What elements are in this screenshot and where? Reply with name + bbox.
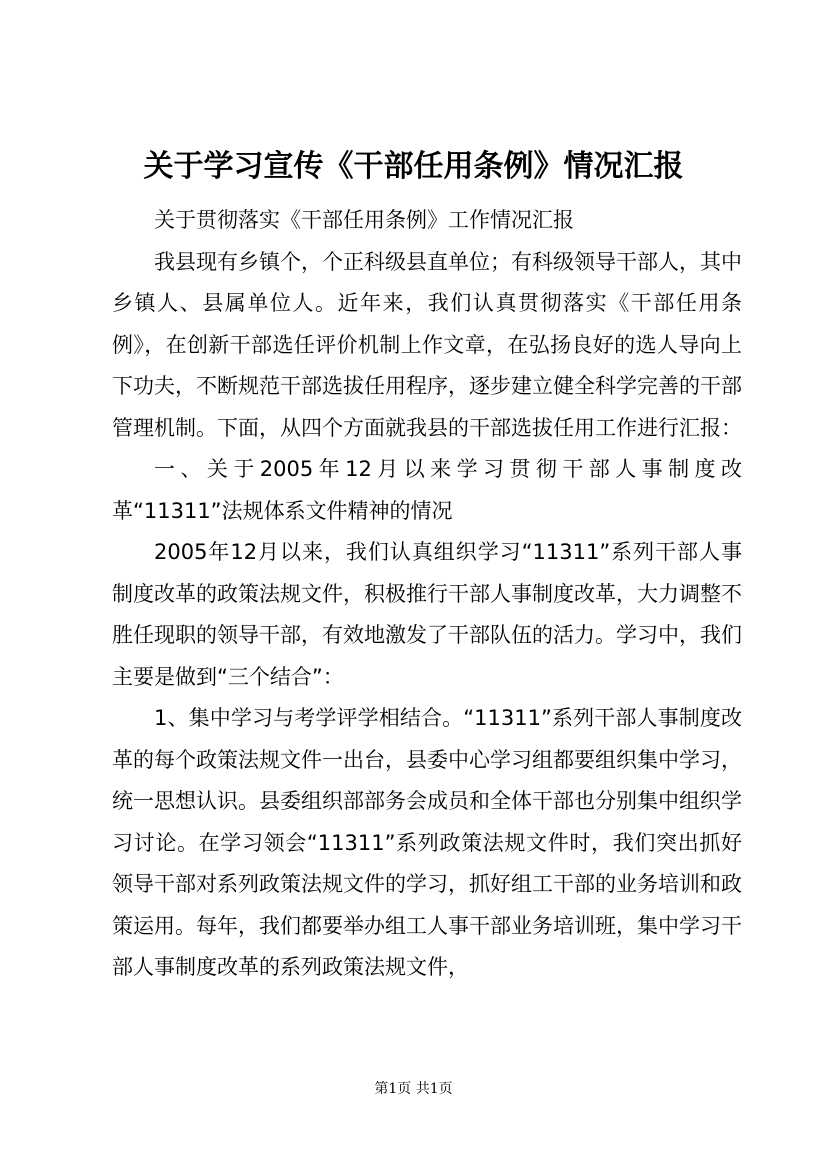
section-heading: 一、关于2005年12月以来学习贯彻干部人事制度改革“11311”法规体系文件精神的情况 [112, 457, 742, 523]
page-footer: 第1页 共1页 [374, 1081, 453, 1097]
body-paragraph: 2005年12月以来，我们认真组织学习“11311”系列干部人事制度改革的政策法规文件，积极推行干部人事制度改革，大力调整不胜任现职的领导干部，有效地激发了干部队伍的活力。学习中，我们主要是做到“三个结合”： [112, 540, 742, 689]
body-paragraph: 我县现有乡镇个，个正科级县直单位；有科级领导干部人，其中乡镇人、县属单位人。近年来，我们认真贯彻落实《干部任用条例》，在创新干部选任评价机制上作文章，在弘扬良好的选人导向上下功夫，不断规范干部选拔任用程序，逐步建立健全科学完善的干部管理机制。下面，从四个方面就我县的干部选拔任用工作进行汇报： [112, 249, 742, 440]
document-title: 关于学习宣传《干部任用条例》情况汇报 [143, 149, 684, 184]
document-body [112, 200, 742, 989]
subtitle-paragraph: 关于贯彻落实《干部任用条例》工作情况汇报 [154, 208, 574, 232]
body-paragraph: 1、集中学习与考学评学相结合。“11311”系列干部人事制度改革的每个政策法规文件一出台，县委中心学习组都要组织集中学习，统一思想认识。县委组织部部务会成员和全体干部也分别集中组织学习讨论。在学习领会“11311”系列政策法规文件时，我们突出抓好领导干部对系列政策法规文件的学习，抓好组工干部的业务培训和政策运用。每年，我们都要举办组工人事干部业务培训班，集中学习干部人事制度改革的系列政策法规文件， [112, 706, 742, 979]
